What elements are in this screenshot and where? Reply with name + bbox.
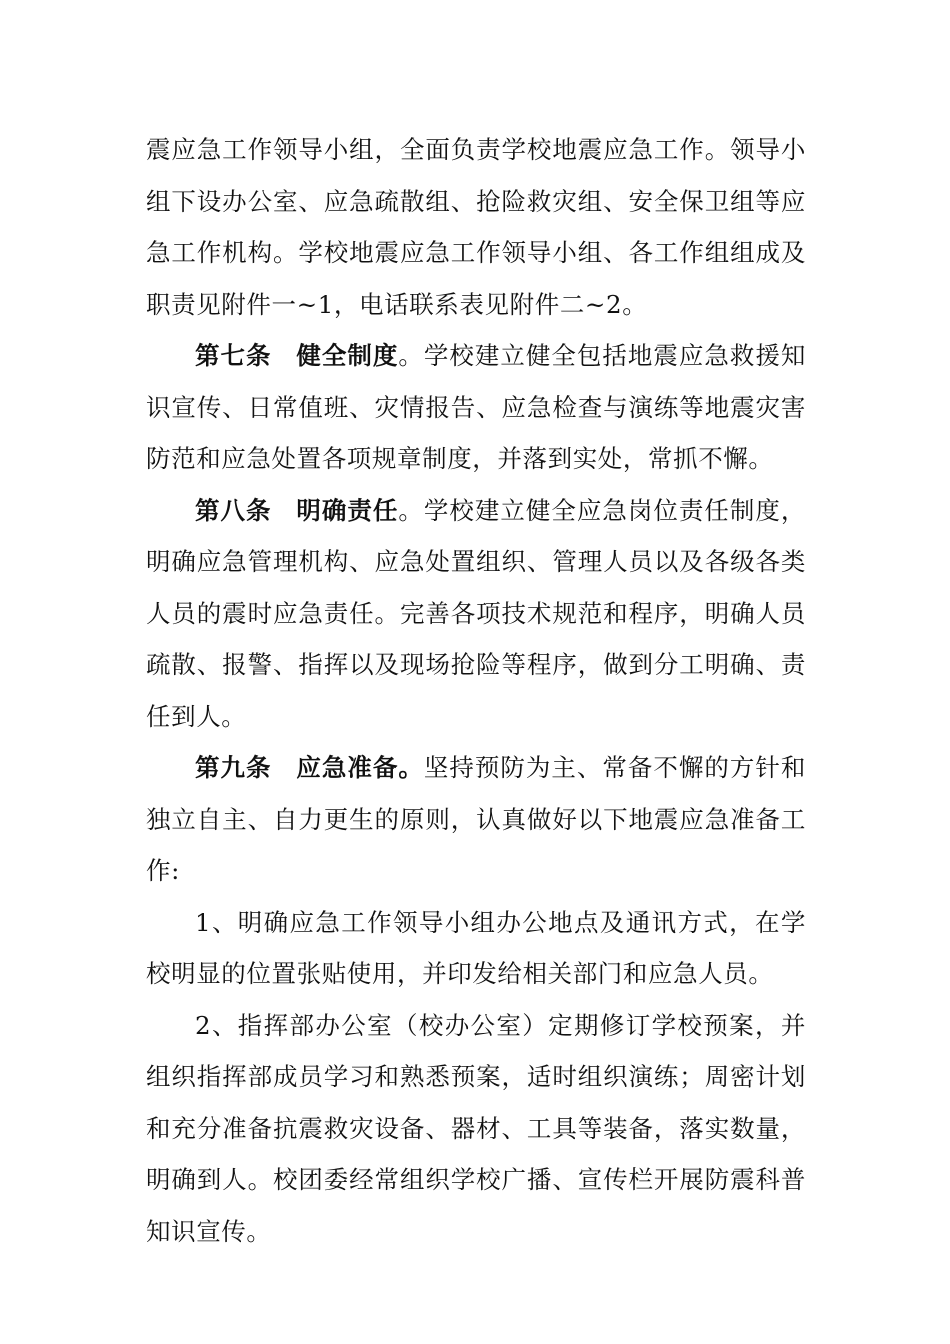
article-title: 应急准备 <box>296 753 399 782</box>
article-title: 明确责任 <box>296 495 399 525</box>
paragraph-text: 震应急工作领导小组，全面负责学校地震应急工作。领导小组下设办公室、应急疏散组、抢险救灾组、安全保卫组等应急工作机构。学校地震应急工作领导小组、各工作组组成及职责见附件一~1，电话联系表见附件二~2。 <box>146 135 806 319</box>
article-number: 第九条 <box>195 753 272 782</box>
article-text: 学校建立健全包括地震应急救援知识宣传、日常值班、灾情报告、应急检查与演练等地震灾害防范和应急处置各项规章制度，并落到实处，常抓不懈。 <box>146 341 806 473</box>
article-seven <box>146 330 806 485</box>
list-item-one <box>146 897 806 1000</box>
article-text: 坚持预防为主、常备不懈的方针和独立自主、自力更生的原则，认真做好以下地震应急准备工作: <box>146 753 806 885</box>
article-title-punct: 。 <box>398 495 424 525</box>
document-body <box>146 124 806 1257</box>
paragraph-continued <box>146 124 806 330</box>
list-item-text: 2、指挥部办公室（校办公室）定期修订学校预案，并组织指挥部成员学习和熟悉预案，适时组织演练；周密计划和充分准备抗震救灾设备、器材、工具等装备，落实数量，明确到人。校团委经常组织学校广播、宣传栏开展防震科普知识宣传。 <box>146 1010 806 1246</box>
article-title: 健全制度 <box>296 341 399 370</box>
article-title-punct: 。 <box>398 753 424 782</box>
list-item-text: 1、明确应急工作领导小组办公地点及通讯方式，在学校明显的位置张贴使用，并印发给相关部门和应急人员。 <box>146 907 806 988</box>
article-eight <box>146 485 806 743</box>
article-title-punct: 。 <box>398 341 424 370</box>
article-text: 学校建立健全应急岗位责任制度，明确应急管理机构、应急处置组织、管理人员以及各级各类人员的震时应急责任。完善各项技术规范和程序，明确人员疏散、报警、指挥以及现场抢险等程序，做到分工明确、责任到人。 <box>146 495 806 731</box>
article-nine <box>146 742 806 897</box>
article-number: 第八条 <box>195 495 272 525</box>
list-item-two <box>146 1000 806 1258</box>
article-number: 第七条 <box>195 341 272 370</box>
